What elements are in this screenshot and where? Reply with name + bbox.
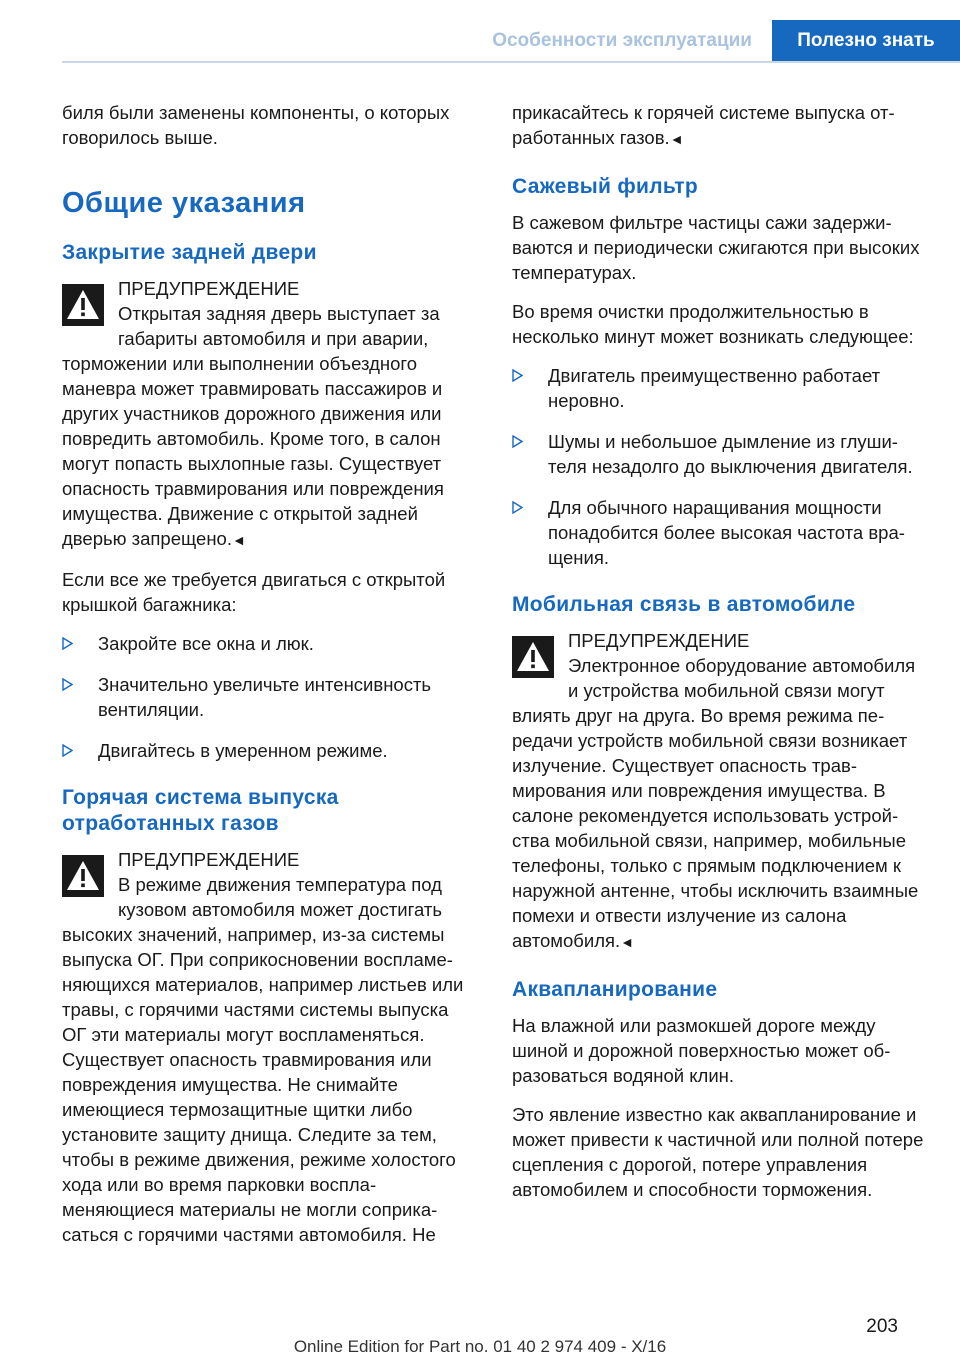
aqua-paragraph-1: На влажной или размокшей дороге между шиной и дорожной поверхностью может образоваться водяной клин. xyxy=(512,1015,891,1086)
list-item: Двигайтесь в умеренном режиме. xyxy=(62,738,476,763)
footer-edition: Online Edition for Part no. 01 40 2 974 409 - X/16 xyxy=(293,1337,667,1356)
right-column xyxy=(512,100,926,1216)
triangle-bullet-icon xyxy=(512,435,523,448)
soot-paragraph-2: Во время очистки продолжительностью в несколько минут может возникать следующее: xyxy=(512,301,914,347)
left-column xyxy=(62,100,476,1261)
soot-list xyxy=(512,363,926,570)
warning-exhaust xyxy=(62,847,476,1247)
warning-text: Открытая задняя дверь выступает за габариты автомобиля и при аварии, торможении или выполнении объездного маневра может травмировать пассажиров и других участников дорожного движения или повредить автомобиль. Кроме того, в салон могут попасть выхлопные газы. Существует опасность травмирования или повреждения имущества. Движение с открытой задней дверью запрещено. xyxy=(62,303,444,549)
warning-label: ПРЕДУПРЕЖДЕНИЕ xyxy=(118,278,300,299)
heading-tailgate: Закрытие задней двери xyxy=(62,241,317,264)
list-item: Шумы и небольшое дымление из глушителя незадолго до выключения двигателя. xyxy=(512,429,926,479)
warning-triangle-icon xyxy=(62,855,104,897)
triangle-bullet-icon xyxy=(62,637,73,650)
tailgate-list xyxy=(62,631,476,763)
warning-triangle-icon xyxy=(62,284,104,326)
warning-text: В режиме движения температура под кузовом автомобиля может достигать высоких значений, например, из-за системы выпуска ОГ. При соприкосновении воспламеняющихся материалов, например листьев или травы, с горячими частями системы выпуска ОГ эти материалы могут воспламеняться. Существует опасность травмирования или повреждения имущества. Не снимайте имеющиеся термозащитные щитки либо установите защиту днища. Следите за тем, чтобы в режиме движения, режиме холостого хода или во время парковки воспламеняющиеся материалы не могли соприкасаться с горячими частями автомобиля. Не xyxy=(62,874,464,1245)
heading-soot-filter: Сажевый фильтр xyxy=(512,175,698,198)
soot-paragraph-1: В сажевом фильтре частицы сажи задерживаются и периодически сжигаются при высоких температурах. xyxy=(512,212,920,283)
header-section: Особенности эксплуатации xyxy=(472,20,772,62)
heading-aquaplaning: Аквапланирование xyxy=(512,978,718,1001)
warning-tailgate xyxy=(62,276,476,553)
warning-text: Электронное оборудование автомобиля и устройства мобильной связи могут влиять друг на друга. Во время режима передачи устройств мобильной связи возникает излучение. Существует опасность травмирования или повреждения имущества. В салоне рекомендуется использовать устройства мобильной связи, например, мобильные телефоны, только с прямым подключением к наружной антенне, чтобы исключить взаимные помехи и отвести излучение из салона автомобиля. xyxy=(512,655,919,951)
tailgate-intro: Если все же требуется двигаться с открытой крышкой багажника: xyxy=(62,569,446,615)
continued-text: прикасайтесь к горячей системе выпуска отработанных газов. xyxy=(512,102,895,148)
section-title: Общие указания xyxy=(62,187,306,219)
page-number: 203 xyxy=(866,1316,898,1337)
list-item: Значительно увеличьте интенсивность вентиляции. xyxy=(62,672,476,722)
list-item: Закройте все окна и люк. xyxy=(62,631,476,656)
end-mark-icon: ◄ xyxy=(620,934,635,950)
list-item: Для обычного наращивания мощности понадобится более высокая частота вращения. xyxy=(512,495,926,570)
warning-mobile xyxy=(512,628,926,955)
header-rule xyxy=(62,61,960,63)
end-mark-icon: ◄ xyxy=(669,131,684,147)
warning-label: ПРЕДУПРЕЖДЕНИЕ xyxy=(568,630,750,651)
warning-triangle-icon xyxy=(512,636,554,678)
intro-paragraph: биля были заменены компоненты, о которых говорилось выше. xyxy=(62,102,450,148)
heading-exhaust: Горячая система выпуска отработанных газов xyxy=(62,786,339,835)
list-item: Двигатель преимущественно работает неровно. xyxy=(512,363,926,413)
warning-label: ПРЕДУПРЕЖДЕНИЕ xyxy=(118,849,300,870)
triangle-bullet-icon xyxy=(62,744,73,757)
triangle-bullet-icon xyxy=(62,678,73,691)
triangle-bullet-icon xyxy=(512,501,523,514)
end-mark-icon: ◄ xyxy=(231,532,246,548)
heading-mobile: Мобильная связь в автомобиле xyxy=(512,593,856,616)
aqua-paragraph-2: Это явление известно как аквапланирование и может привести к частичной или полной потере сцепления с дорогой, потере управления автомобилем и способности торможения. xyxy=(512,1104,924,1200)
page-header xyxy=(472,20,960,62)
triangle-bullet-icon xyxy=(512,369,523,382)
header-active-chapter: Полезно знать xyxy=(772,20,960,62)
